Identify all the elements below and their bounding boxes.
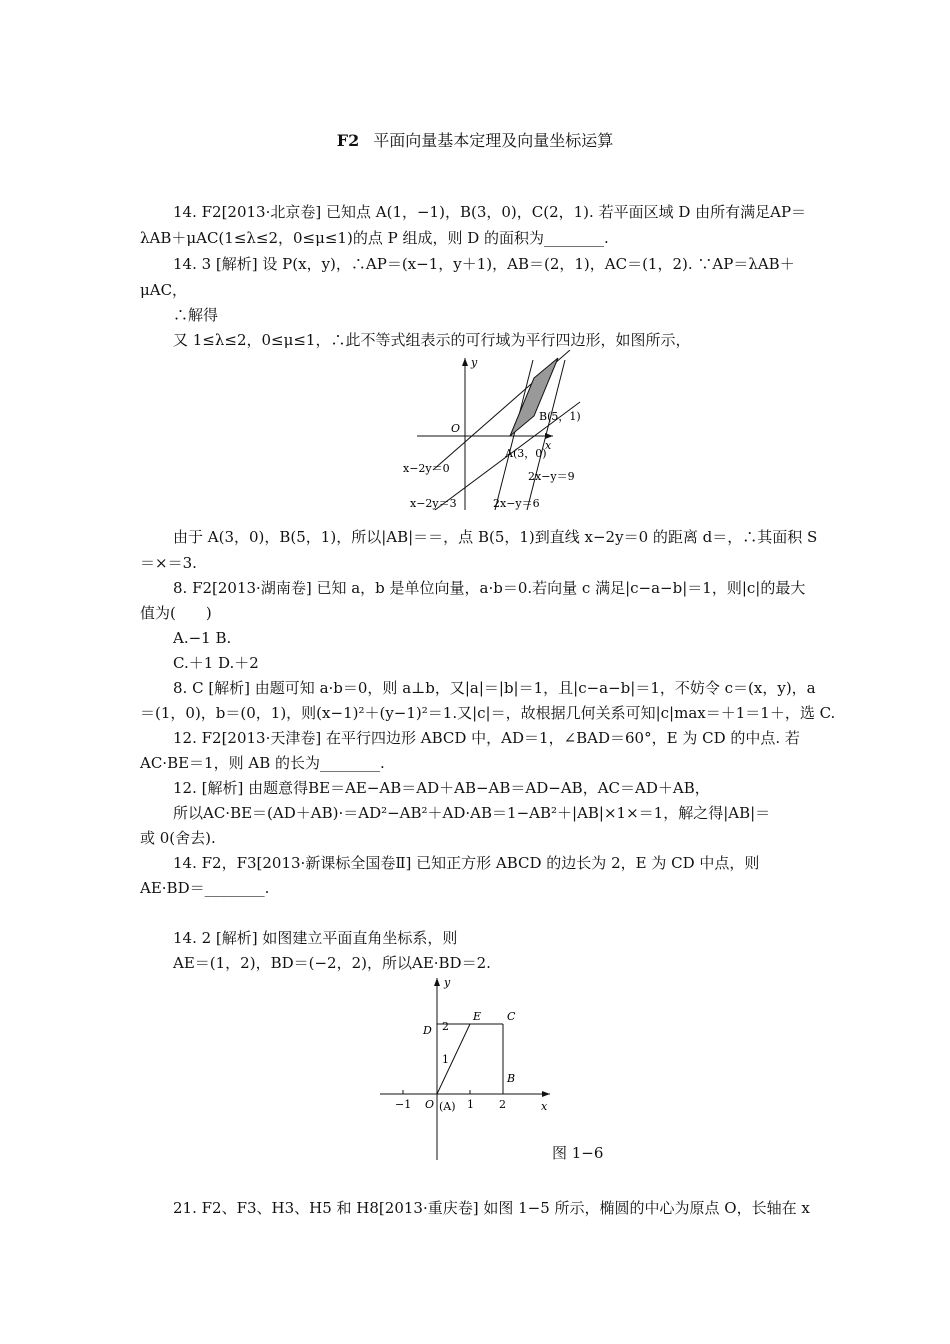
text-line: 所以AC·BE＝(AD＋AB)·＝AD²−AB²＋AD·AB＝1−AB²＋|AB|×1×＝1，解之得|AB|＝ [173,804,771,822]
text-line: C.＋1 D.＋2 [173,654,259,672]
text-line: 值为( ) [140,604,212,622]
text-line: AE＝(1，2)，BD＝(−2，2)，所以AE·BD＝2. [173,954,491,972]
x-axis-label: x [545,439,552,452]
text-line: λAB＋μAC(1≤λ≤2，0≤μ≤1)的点 P 组成，则 D 的面积为________. [140,229,609,247]
text-line: 21. F2、F3、H3、H5 和 H8[2013·重庆卷] 如图 1−5 所示，椭圆的中心为原点 O，长轴在 x [173,1199,810,1217]
text-line: 14. 2 [解析] 如图建立平面直角坐标系，则 [173,929,458,947]
point-a-label: (A) [439,1100,456,1113]
square-coordinate-figure [375,970,560,1165]
line-label: x−2y＝0 [403,462,450,475]
text-line: A.−1 B. [173,629,232,647]
text-line: 14. F2，F3[2013·新课标全国卷Ⅱ] 已知正方形 ABCD 的边长为 2，E 为 CD 中点，则 [173,854,760,872]
line-label: 2x−y＝9 [528,470,575,483]
text-line: μAC， [140,281,188,299]
point-c-label: C [507,1010,516,1023]
point-b-label: B [507,1072,516,1085]
section-code: F2 [336,131,360,150]
origin-label: O [425,1098,435,1111]
text-line: 8. F2[2013·湖南卷] 已知 a，b 是单位向量，a·b＝0.若向量 c 满足|c−a−b|＝1，则|c|的最大 [173,579,806,597]
y-axis-label: y [444,976,451,989]
section-text: 平面向量基本定理及向量坐标运算 [373,131,614,150]
point-d-label: D [423,1024,432,1037]
point-e-label: E [473,1010,482,1023]
text-line: 12. [解析] 由题意得BE＝AE−AB＝AD＋AB−AB＝AD−AB，AC＝AD＋AB， [173,779,710,797]
text-line: 14. F2[2013·北京卷] 已知点 A(1，−1)，B(3，0)，C(2，1). 若平面区域 D 由所有满足AP＝ [173,203,807,221]
text-line: ∴解得 [173,306,219,324]
text-line: 由于 A(3，0)，B(5，1)，所以|AB|＝＝，点 B(5，1)到直线 x−2y＝0 的距离 d＝，∴其面积 S [173,528,818,546]
text-line: ＝(1，0)，b＝(0，1)，则(x−1)²＋(y−1)²＝1.又|c|＝，故根据几何关系可知|c|max＝＋1＝1＋，选 C. [140,704,836,722]
section-title [0,128,950,151]
tick-label: −1 [395,1098,412,1111]
feasible-region-figure [395,350,595,515]
y-axis-label: y [471,356,478,369]
text-line: AE·BD＝________. [140,879,270,897]
figure-caption: 图 1−6 [552,1144,604,1162]
text-line: 或 0(舍去). [140,829,216,847]
tick-label: 1 [467,1098,474,1111]
point-b-label: B(5，1) [539,410,581,423]
text-line: 12. F2[2013·天津卷] 在平行四边形 ABCD 中，AD＝1，∠BAD＝60°，E 为 CD 的中点. 若 [173,729,800,747]
tick-label: 1 [442,1053,449,1066]
text-line: 8. C [解析] 由题可知 a·b＝0，则 a⊥b，又|a|＝|b|＝1，且|c−a−b|＝1，不妨令 c＝(x，y)，a [173,679,816,697]
point-a-label: A(3，0) [505,447,547,460]
line-label: 2x−y＝6 [493,497,540,510]
tick-label: 2 [499,1098,506,1111]
origin-label: O [451,422,461,435]
line-label: x−2y＝3 [410,497,457,510]
tick-label: 2 [442,1020,449,1033]
text-line: 又 1≤λ≤2，0≤μ≤1，∴此不等式组表示的可行域为平行四边形，如图所示， [173,331,691,349]
x-axis-label: x [541,1100,548,1113]
text-line: 14. 3 [解析] 设 P(x，y)，∴AP＝(x−1，y＋1)，AB＝(2，1)，AC＝(1，2). ∵AP＝λAB＋ [173,255,795,273]
text-line: ＝×＝3. [140,554,197,572]
text-line: AC·BE＝1，则 AB 的长为________. [140,754,385,772]
